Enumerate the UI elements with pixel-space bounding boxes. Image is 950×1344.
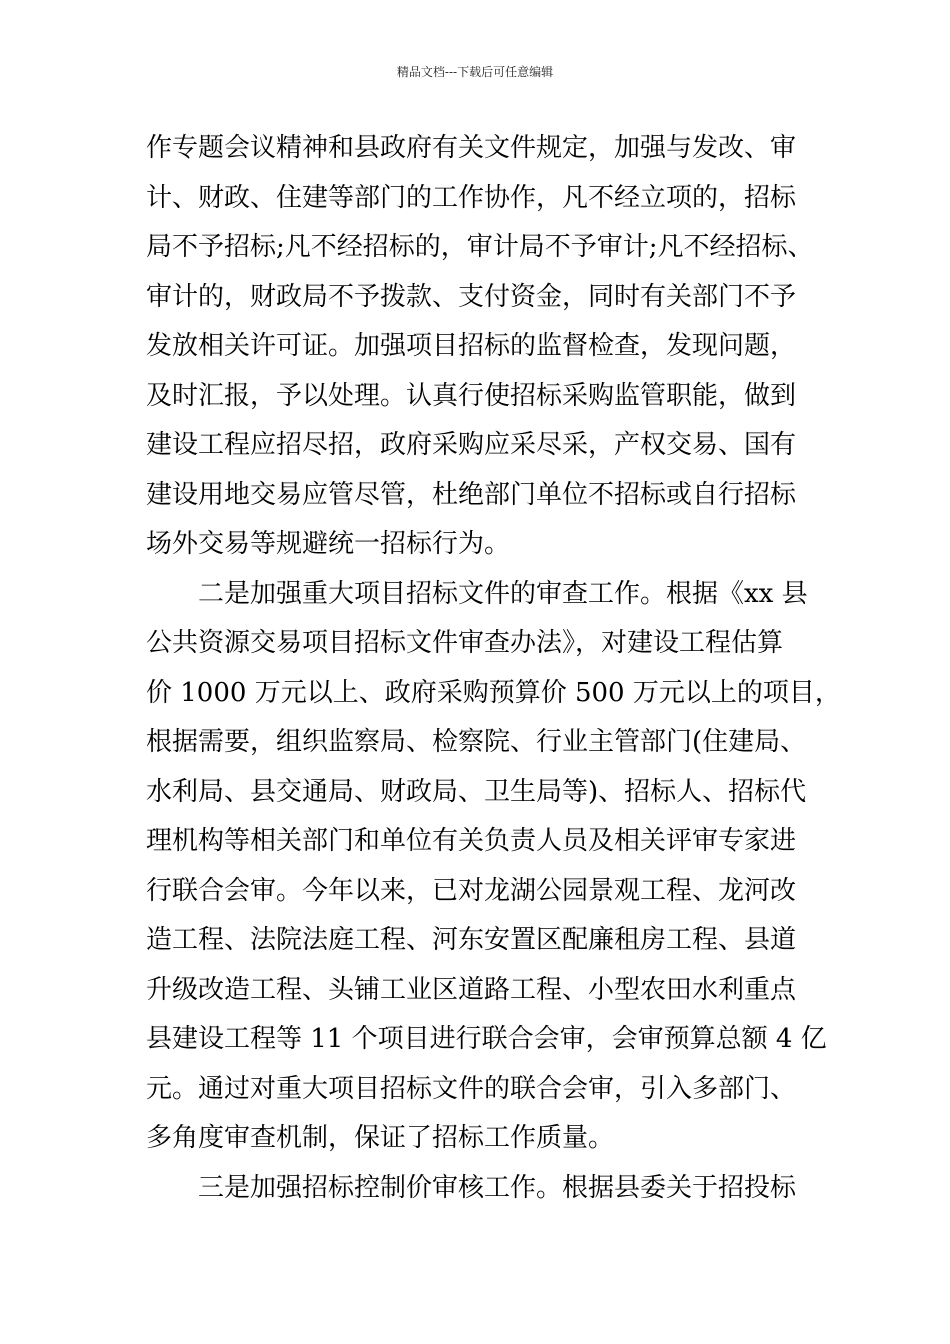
text-line: 作专题会议精神和县政府有关文件规定，加强与发改、审 [146,133,797,163]
text-line: 多角度审查机制，保证了招标工作质量。 [146,1123,615,1153]
text-line: 局不予招标;凡不经招标的，审计局不予审计;凡不经招标、 [146,232,814,262]
text-line: 发放相关许可证。加强项目招标的监督检查，发现问题， [146,331,797,361]
text-line: 理机构等相关部门和单位有关负责人员及相关评审专家进 [146,826,797,856]
paragraph [146,124,826,570]
paragraph [146,1164,826,1214]
text-line: 建设工程应招尽招，政府采购应采尽采，产权交易、国有 [146,430,797,460]
text-line: 公共资源交易项目招标文件审查办法》，对建设工程估算 [146,628,784,658]
text-line: 场外交易等规避统一招标行为。 [146,529,511,559]
text-line: 价 1000 万元以上、政府采购预算价 500 万元以上的项目， [146,677,841,708]
paragraph [146,570,841,1164]
text-line: 造工程、法院法庭工程、河东安置区配廉租房工程、县道 [146,925,797,955]
document-body [146,124,841,1213]
text-line: 根据需要，组织监察局、检察院、行业主管部门(住建局、 [146,727,807,757]
text-line: 计、财政、住建等部门的工作协作，凡不经立项的，招标 [146,182,797,213]
text-line: 及时汇报，予以处理。认真行使招标采购监管职能，做到 [146,380,797,411]
page-header: 精品文档---下载后可任意编辑 [396,65,554,79]
text-line: 建设用地交易应管尽管，杜绝部门单位不招标或自行招标 [146,479,797,510]
text-line: 元。通过对重大项目招标文件的联合会审，引入多部门、 [146,1073,797,1104]
text-line: 审计的，财政局不予拨款、支付资金，同时有关部门不予 [146,281,797,312]
text-line: 三是加强招标控制价审核工作。根据县委关于招投标 [198,1172,797,1203]
text-line: 行联合会审。今年以来，已对龙湖公园景观工程、龙河改 [146,875,797,906]
text-line: 水利局、县交通局、财政局、卫生局等)、招标人、招标代 [146,776,807,807]
text-line: 二是加强重大项目招标文件的审查工作。根据《xx 县 [198,578,808,609]
text-line: 升级改造工程、头铺工业区道路工程、小型农田水利重点 [146,974,797,1005]
text-line: 县建设工程等 11 个项目进行联合会审，会审预算总额 4 亿 [146,1024,827,1054]
